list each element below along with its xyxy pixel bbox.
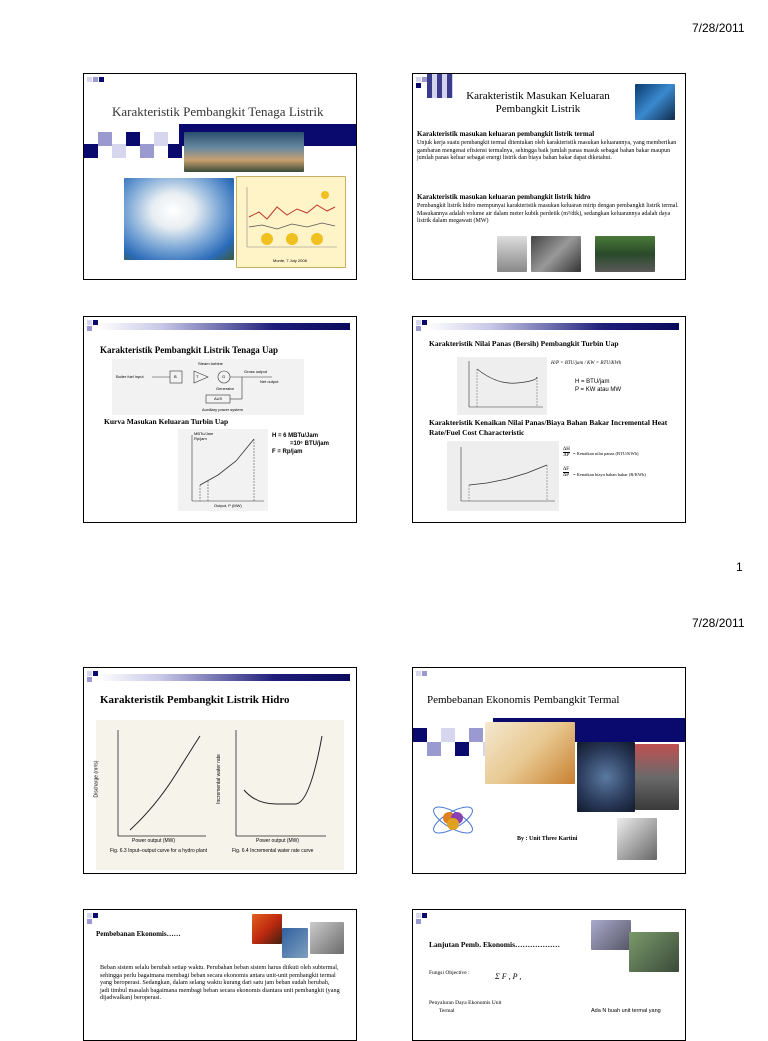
corner-checker <box>427 74 453 98</box>
slide-subtitle: Kurva Masukan Keluaran Turbin Uap <box>104 417 229 426</box>
plant-diagram-image <box>635 84 675 120</box>
generator-photo <box>577 742 635 812</box>
slide-title: Karakteristik Masukan Keluaran Pembangkit Listrik <box>466 90 610 115</box>
diagram-label-gross: Gross output <box>244 369 267 374</box>
slide-title: Karakteristik Pembangkit Listrik Tenaga Uap <box>100 345 279 355</box>
header-photo-2 <box>629 932 679 972</box>
frac-df-den: ΔP <box>563 473 569 478</box>
curve-ylabel: MBTu/Jam Rp/jam <box>194 431 214 441</box>
hydro-curves-image <box>93 720 344 870</box>
slide-title: Karakteristik Pembangkit Tenaga Listrik <box>112 104 324 119</box>
atom-icon <box>429 796 477 844</box>
diagram-label-aux: AUX <box>214 396 223 401</box>
slide-title: Lanjutan Pemb. Ekonomis……………… <box>429 940 561 949</box>
diagram-label-aux-system: Auxiliary power system <box>202 407 243 412</box>
slide-title-2: Karakteristik Kenaikan Nilai Panas/Biaya Bahan Bakar Incremental Heat Rate/Fuel Cost Characteristic <box>429 418 668 437</box>
diagram-label-generator: Generator <box>216 386 235 391</box>
fig1-caption: Fig. 6.3 Input–output curve for a hydro plant <box>110 848 208 854</box>
fungsi-label: Fungsi Objective : <box>429 970 470 976</box>
transmission-tower-photo <box>497 236 527 272</box>
fig1-ylabel: Discharge (m³/s) <box>93 760 100 798</box>
slide-1 <box>83 73 357 280</box>
control-panel-photo <box>635 744 679 810</box>
slide-6 <box>412 667 686 874</box>
slide-2 <box>412 73 686 280</box>
slide-title: Karakteristik Nilai Panas (Bersih) Pembangkit Turbin Uap <box>429 339 619 348</box>
header-photo-3 <box>310 922 344 954</box>
fig2-caption: Fig. 6.4 Incremental water rate curve <box>232 848 314 854</box>
power-lines-photo <box>184 132 304 172</box>
header-photo-1 <box>591 920 631 950</box>
diagram-label-net: Net output <box>260 379 279 384</box>
fig2-ylabel: Incremental water rate <box>215 754 222 804</box>
load-chart-svg <box>237 177 345 267</box>
section-heading-termal: Karakteristik masukan keluaran pembangkit listrik termal <box>417 130 595 138</box>
slide-title: Pembebanan Ekonomis…… <box>96 930 181 938</box>
header-photo-2 <box>282 928 308 958</box>
slide-body: Beban sistem selalu berubah setiap waktu. Perubahan beban sistem harus diikuti oleh subtermal, sehingga perlu bagaimana membagi beban secara ekonomis antara unit-unit pembangkit termal yang beroperasi. Sedangkan, dalam selang waktu kurang dari satu jam beban sudah berubah, jadi timbul masalah bagaimana membagi beban secara ekonomis diantara unit pembangkit (yang dijadwalkan) beroperasi. <box>100 964 340 1002</box>
frac-df-num: ΔF <box>563 467 569 472</box>
frac-dh-num: ΔH <box>563 447 570 452</box>
diagram-label-b: B <box>174 374 177 379</box>
frac-dh-den: ΔP <box>563 453 570 458</box>
penyaluran-label: Penyaluran Daya Ekonomis Unit <box>429 1000 502 1006</box>
curve-xlabel: Output, P (MW) <box>214 503 242 508</box>
fig1-xlabel: Power output (MW) <box>132 838 176 844</box>
turbine-photo <box>531 236 581 272</box>
page1-date: 7/28/2011 <box>692 21 745 35</box>
page2-date: 7/28/2011 <box>692 616 745 630</box>
page1-number: 1 <box>736 560 743 574</box>
slide-3 <box>83 316 357 523</box>
load-chart-image <box>236 176 346 268</box>
paragraph-termal: Unjuk kerja suatu pembangkit termal ditentukan oleh karakteristik masukan keluarannya, yang memberikan gambaran mengenai efisiensi termalnya, sehingga baik jumlah panas masuk sebagai bahan bakar maupun jumlah panas keluar sebagai energi listrik dan biaya bahan bakar dapat diketahui. <box>417 140 677 161</box>
legend-fuel: = Kenaikan biaya bahan bakar (R/KWh) <box>573 472 646 477</box>
chart-caption: Monte, 7 July 2008 <box>273 258 307 263</box>
machine-photo <box>617 818 657 860</box>
diagram-label-t: T <box>196 374 199 379</box>
geyser-photo <box>124 178 234 260</box>
equation-h: H = BTU/jam <box>575 379 610 385</box>
objective-formula: Σ F , P , <box>495 972 522 981</box>
fig2-xlabel: Power output (MW) <box>256 838 300 844</box>
slide-4 <box>412 316 686 523</box>
termal-label: Termal <box>439 1008 455 1014</box>
slide-5 <box>83 667 357 874</box>
slide-title: Pembebanan Ekonomis Pembangkit Termal <box>427 694 620 706</box>
frac-df <box>563 467 569 478</box>
legend-heat: = Kenaikan nilai panas (BTU/KWh) <box>573 451 639 456</box>
io-curve <box>178 429 268 511</box>
slide-8 <box>412 909 686 1041</box>
incremental-curve <box>447 441 559 511</box>
slide-title: Karakteristik Pembangkit Listrik Hidro <box>100 694 290 706</box>
section-heading-hidro: Karakteristik masukan keluaran pembangkit listrik hidro <box>417 193 591 201</box>
hydro-plant-photo <box>595 236 655 272</box>
diagram-label-fuel: Boiler fuel input <box>116 374 144 379</box>
note-text: Ada N buah unit termal yang <box>591 1008 661 1014</box>
plant-schematic-image <box>485 722 575 784</box>
heat-rate-curve <box>457 357 547 415</box>
paragraph-hidro: Pembangkit listrik hidro mempunyai karakteristik masukan keluaran mirip dengan pembangkit listrik termal. Masukannya adalah volume air dalam meter kubik perdetik (m³/dtk), sedangkan keluarannya adalah daya listrik dalam megawatt (MW) <box>417 203 679 224</box>
slide-7 <box>83 909 357 1041</box>
diagram-label-g: G <box>222 374 226 379</box>
diagram-label-steam-turbine: Steam turbine <box>198 361 223 366</box>
header-photo-1 <box>252 914 282 944</box>
equation-p: P = KW atau MW <box>575 387 622 393</box>
frac-dh <box>563 447 570 458</box>
heat-rate-formula: H/P = BTU/jam / KW = BTU/KWh <box>551 361 622 366</box>
block-diagram <box>112 359 304 415</box>
equation-h: H = 6 MBTu/Jam <box>272 433 319 439</box>
equation-f: F = Rp/jam <box>272 449 303 455</box>
byline: By : Unit Three Kartini <box>517 836 578 842</box>
equation-h-btu: =10⁶ BTU/jam <box>290 441 329 447</box>
